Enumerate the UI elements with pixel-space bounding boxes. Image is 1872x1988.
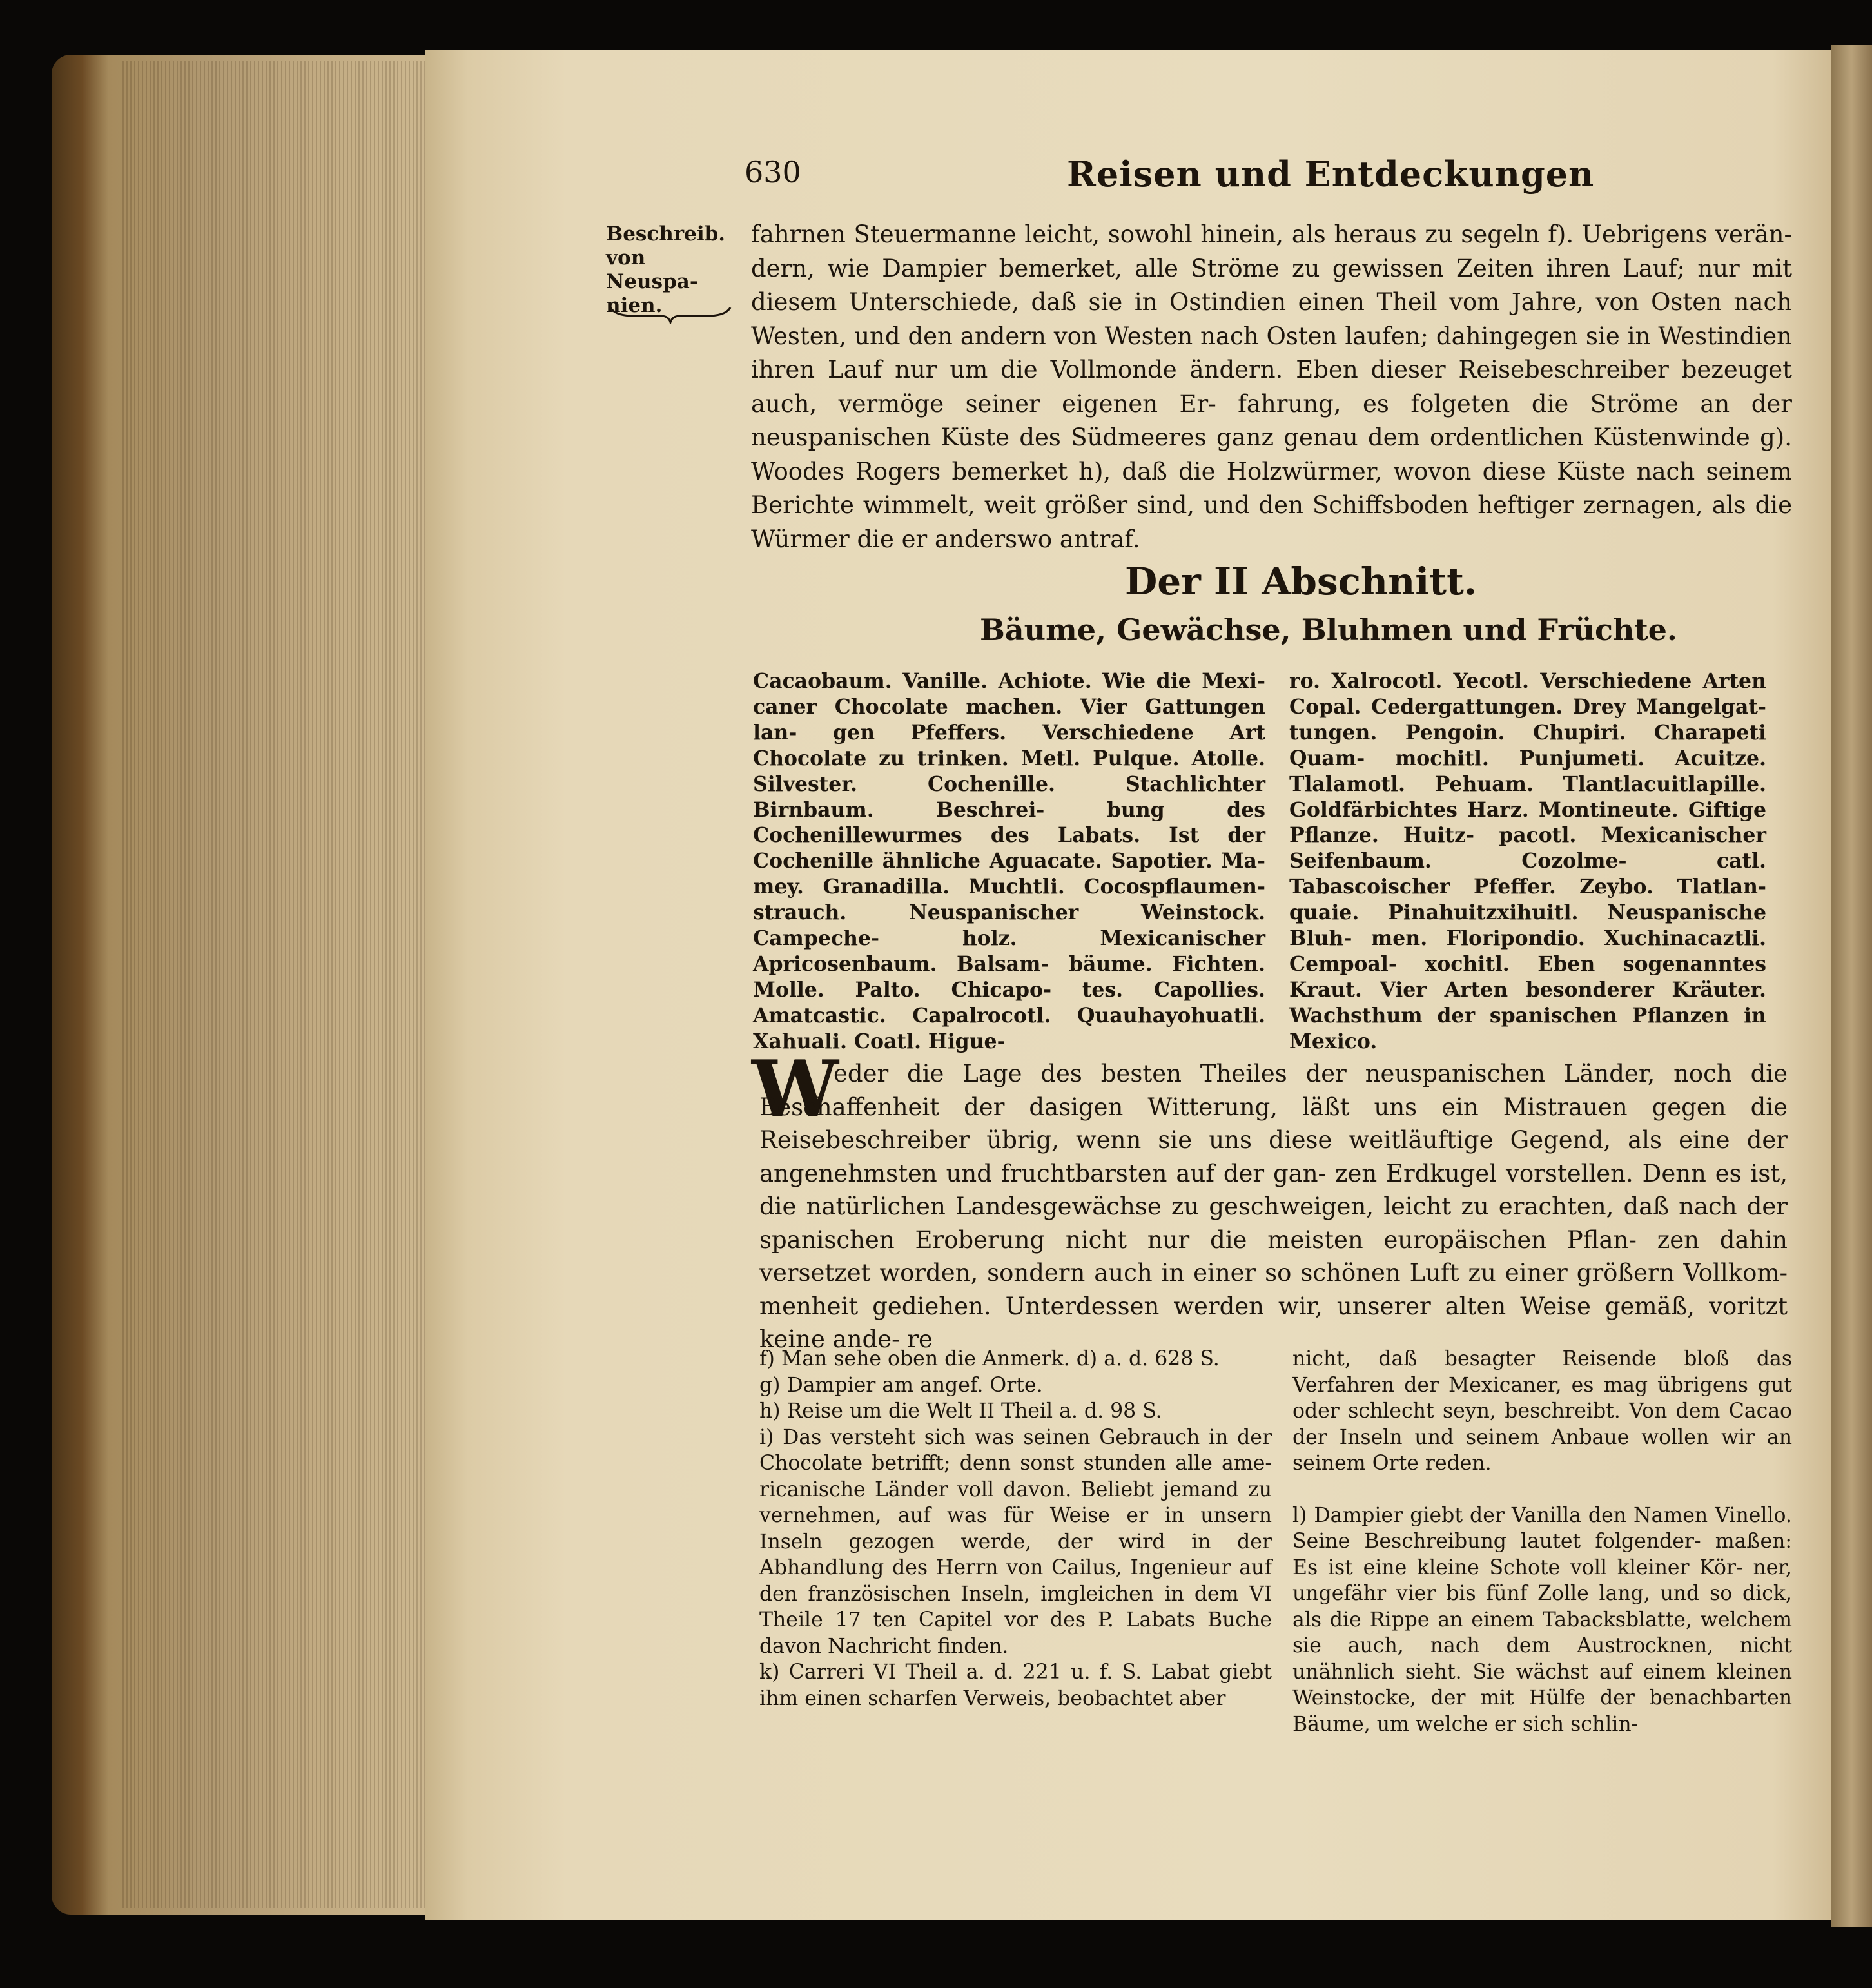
footnote-h: h) Reise um die Welt II Theil a. d. 98 S. [759,1399,1162,1423]
footnote-g: g) Dampier am angef. Orte. [759,1373,1043,1397]
footnote-i: i) Das versteht sich was seinen Gebrauch in der Chocolate betrifft; denn sonst stunden alle ame- ricanische Länder voll davon. Beliebt jemand zu vernehmen, auf was für Weise er in unsern Inseln gezogen werde, der wird in der Abhandlung des Herrn von Cailus, Ingenieur auf den französischen Inseln, imgleichen in dem VI Theile 17 ten Capitel vor des P. Labats Buche davon Nachricht finden. [759,1425,1272,1658]
intro-paragraph: fahrnen Steuermanne leicht, sowohl hinein, als heraus zu segeln f). Uebrigens verän- dern, wie Dampier bemerket, alle Ströme zu gewissen Zeiten ihren Lauf; nur mit diesem Unterschiede, daß sie in Ostindien einen Theil vom Jahre, von Osten nach Westen, und den andern von Westen nach Osten laufen; dahingegen sie in Westindien ihren Lauf nur um die Vollmonde ändern. Eben dieser Reisebeschreiber bezeuget auch, vermöge seiner eigenen Er- fahrung, es folgeten die Ströme an der neuspanischen Küste des Südmeeres ganz genau dem ordentlichen Küstenwinde g). Woodes Rogers bemerket h), daß die Holzwürmer, wovon diese Küste nach seinem Berichte wimmelt, weit größer sind, und den Schiffsboden heftiger zernagen, als die Würmer die er anderswo antraf. [751,220,1792,553]
main-paragraph: eder die Lage des besten Theiles der neuspanischen Länder, noch die Beschaffenheit der dasigen Witterung, läßt uns ein Mistrauen gegen die Reisebeschreiber übrig, wenn sie uns diese weitläuftige Gegend, als eine der angenehmsten und fruchtbarsten auf der gan- zen Erdkugel vorstellen. Denn es ist, die natürlichen Landesgewächse zu geschweigen, leicht zu erachten, daß nach der spanischen Eroberung nicht nur die meisten europäischen Pflan- zen dahin versetzet worden, sondern auch in einer so schönen Luft zu einer größern Vollkom- menheit gediehen. Unterdessen werden wir, unserer alten Weise gemäß, voritzt keine ande- re [759,1060,1788,1353]
marginal-note: Beschreib. von Neuspa- nien. [606,222,726,317]
book-page-edges [52,55,432,1915]
facing-page-edge [1831,45,1872,1927]
section-subtitle: Bäume, Gewächse, Bluhmen und Früchte. [980,612,1677,647]
footnotes-right-column [1292,1346,1792,1737]
section-summary-left-column: Cacaobaum. Vanille. Achiote. Wie die Mexi- caner Chocolate machen. Vier Gattungen lan- gen Pfeffers. Verschiedene Art Chocolate zu trinken. Metl. Pulque. Atolle. Silvester. Cochenille. Stachlichter Birnbaum. Beschrei- bung des Cochenillewurmes des Labats. Ist der Cochenille ähnliche Aguacate. Sapotier. Ma- mey. Granadilla. Muchtli. Cocospflaumen- strauch. Neuspanischer Weinstock. Campeche- holz. Mexicanischer Apricosenbaum. Balsam- bäume. Fichten. Molle. Palto. Chicapo- tes. Capollies. Amatcastic. Capalrocotl. Quauhayohuatli. Xahuali. Coatl. Higue- [753,669,1265,1053]
drop-cap-initial: W [752,1044,839,1135]
page-number: 630 [745,155,801,190]
footnote-l: l) Dampier giebt der Vanilla den Namen Vinello. Seine Beschreibung lautet folgender- maßen: Es ist eine kleine Schote voll kleiner Kör- ner, ungefähr vier bis fünf Zolle lang, und so dick, als die Rippe an einem Tabacksblatte, welchem sie auch, nach dem Austrocknen, nicht unähnlich sieht. Sie wächst auf einem kleinen Weinstocke, der mit Hülfe der benachbarten Bäume, um welche er sich schlin- [1292,1503,1792,1736]
footnote-k: k) Carreri VI Theil a. d. 221 u. f. S. Labat giebt ihm einen scharfen Verweis, beobachtet aber [759,1661,1272,1710]
footnote-k-continued: nicht, daß besagter Reisende bloß das Verfahren der Mexicaner, es mag übrigens gut oder schlecht seyn, beschreibt. Von dem Cacao der Inseln und seinem Anbaue wollen wir an seinem Orte reden. [1292,1347,1792,1475]
section-summary-right-column: ro. Xalrocotl. Yecotl. Verschiedene Arten Copal. Cedergattungen. Drey Mangelgat- tungen. Pengoin. Chupiri. Charapeti Quam- mochitl. Punjumeti. Acuitze. Tlalamotl. Pehuam. Tlantlacuitlapille. Goldfärbichtes Harz. Montineute. Giftige Pflanze. Huitz- pacotl. Mexicanischer Seifenbaum. Cozolme- catl. Tabascoischer Pfeffer. Zeybo. Tlatlan- quaie. Pinahuitzxihuitl. Neuspanische Bluh- men. Floripondio. Xuchinacaztli. Cempoal- xochitl. Eben sogenanntes Kraut. Vier Arten besonderer Kräuter. Wachsthum der spanischen Pflanzen in Mexico. [1289,669,1766,1053]
footnote-f: f) Man sehe oben die Anmerk. d) a. d. 628 S. [759,1347,1220,1370]
marginal-brace-ornament [609,304,732,324]
footnotes-left-column [759,1346,1272,1711]
running-title: Reisen und Entdeckungen [1067,153,1595,195]
section-heading: Der II Abschnitt. [1125,560,1477,603]
